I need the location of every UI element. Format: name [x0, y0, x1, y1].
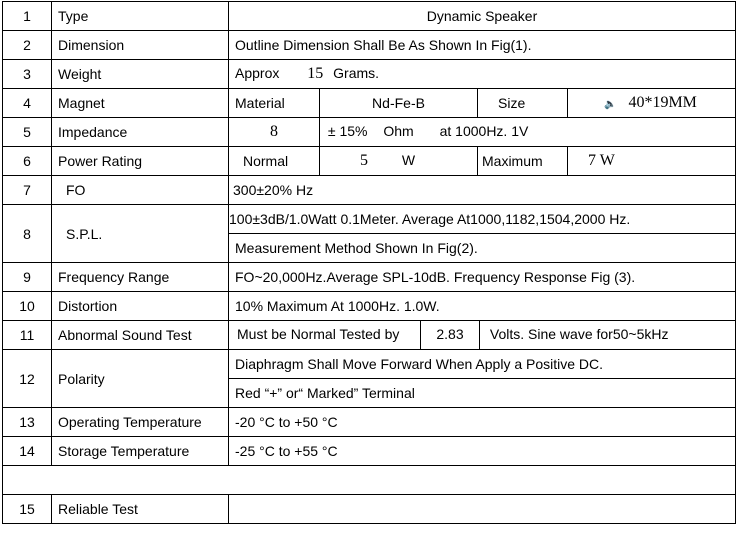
row-number: 13 [3, 408, 52, 437]
row-label: Dimension [52, 31, 229, 60]
row-number: 4 [3, 89, 52, 118]
polarity-line-1: Diaphragm Shall Move Forward When Apply a Positive DC. [229, 350, 736, 379]
table-row [3, 437, 736, 466]
normal-cell [320, 147, 478, 176]
table-row [3, 321, 736, 350]
table-row [3, 89, 736, 118]
weight-unit: Grams. [333, 65, 380, 81]
spl-line-1: 100±3dB/1.0Watt 0.1Meter. Average At1000,1182,1504,2000 Hz. [229, 205, 736, 234]
row-number: 11 [3, 321, 52, 350]
row-number: 14 [3, 437, 52, 466]
row-number: 1 [3, 2, 52, 31]
abnormal-suffix: Volts. Sine wave for50~5kHz [489, 325, 669, 342]
row-label: Impedance [52, 118, 229, 147]
table-gap [3, 466, 736, 495]
size-cell [568, 89, 736, 118]
row-value: 10% Maximum At 1000Hz. 1.0W. [229, 292, 736, 321]
size-label: Size [478, 89, 568, 118]
row-value [229, 495, 736, 524]
table-row [3, 147, 736, 176]
weight-number: 15 [307, 65, 324, 82]
polarity-line-2: Red “+” or“ Marked” Terminal [229, 379, 736, 408]
maximum-label: Maximum [478, 147, 568, 176]
material-label: Material [229, 89, 320, 118]
table-row [3, 292, 736, 321]
impedance-tolerance: ± 15% [327, 122, 368, 139]
table-row [3, 408, 736, 437]
row-value: Dynamic Speaker [229, 2, 736, 31]
impedance-condition: at 1000Hz. 1V [439, 122, 529, 139]
empty-spacer [3, 466, 736, 495]
row-label: Type [52, 2, 229, 31]
table-row [3, 2, 736, 31]
row-value: 300±20% Hz [229, 176, 736, 205]
normal-unit: W [401, 152, 416, 168]
row-number: 15 [3, 495, 52, 524]
row-number: 3 [3, 60, 52, 89]
abnormal-voltage: 2.83 [436, 325, 464, 342]
impedance-number: 8 [270, 122, 278, 140]
row-number: 12 [3, 350, 52, 408]
row-label: Storage Temperature [52, 437, 229, 466]
row-label: Distortion [52, 292, 229, 321]
normal-value: 5 [360, 152, 368, 169]
row-label: Polarity [52, 350, 229, 408]
row-label: Weight [52, 60, 229, 89]
row-label: Frequency Range [52, 263, 229, 292]
impedance-unit: Ohm [383, 122, 414, 139]
small-speaker-icon: 🔈 [604, 99, 617, 110]
table-row [3, 350, 736, 379]
table-row [3, 31, 736, 60]
spl-line-2: Measurement Method Shown In Fig(2). [229, 234, 736, 263]
row-label: Power Rating [52, 147, 229, 176]
row-value: Outline Dimension Shall Be As Shown In Fig(1). [229, 31, 736, 60]
table-row [3, 263, 736, 292]
row-label: S.P.L. [52, 205, 229, 263]
row-number: 2 [3, 31, 52, 60]
row-label: Abnormal Sound Test [52, 321, 229, 350]
row-label: FO [52, 176, 229, 205]
table-row [3, 176, 736, 205]
row-value: -25 °C to +55 °C [229, 437, 736, 466]
material-value: Nd-Fe-B [320, 89, 478, 118]
table-row [3, 205, 736, 234]
normal-label: Normal [229, 147, 320, 176]
row-number: 9 [3, 263, 52, 292]
row-value [229, 321, 736, 350]
size-value: 40*19MM [628, 94, 697, 111]
row-value: FO~20,000Hz.Average SPL-10dB. Frequency Response Fig (3). [229, 263, 736, 292]
row-label: Magnet [52, 89, 229, 118]
table-row [3, 60, 736, 89]
table-row [3, 118, 736, 147]
row-label: Operating Temperature [52, 408, 229, 437]
row-number: 7 [3, 176, 52, 205]
weight-prefix: Approx [235, 65, 280, 81]
row-number: 5 [3, 118, 52, 147]
table-row [3, 495, 736, 524]
row-number: 6 [3, 147, 52, 176]
row-value: -20 °C to +50 °C [229, 408, 736, 437]
maximum-value: 7 W [568, 147, 736, 176]
row-value [229, 118, 736, 147]
row-number: 10 [3, 292, 52, 321]
spec-table-wrapper [2, 1, 735, 524]
row-label: Reliable Test [52, 495, 229, 524]
spec-table [2, 1, 736, 524]
row-value [229, 60, 736, 89]
row-number: 8 [3, 205, 52, 263]
abnormal-prefix: Must be Normal Tested by [237, 325, 400, 342]
